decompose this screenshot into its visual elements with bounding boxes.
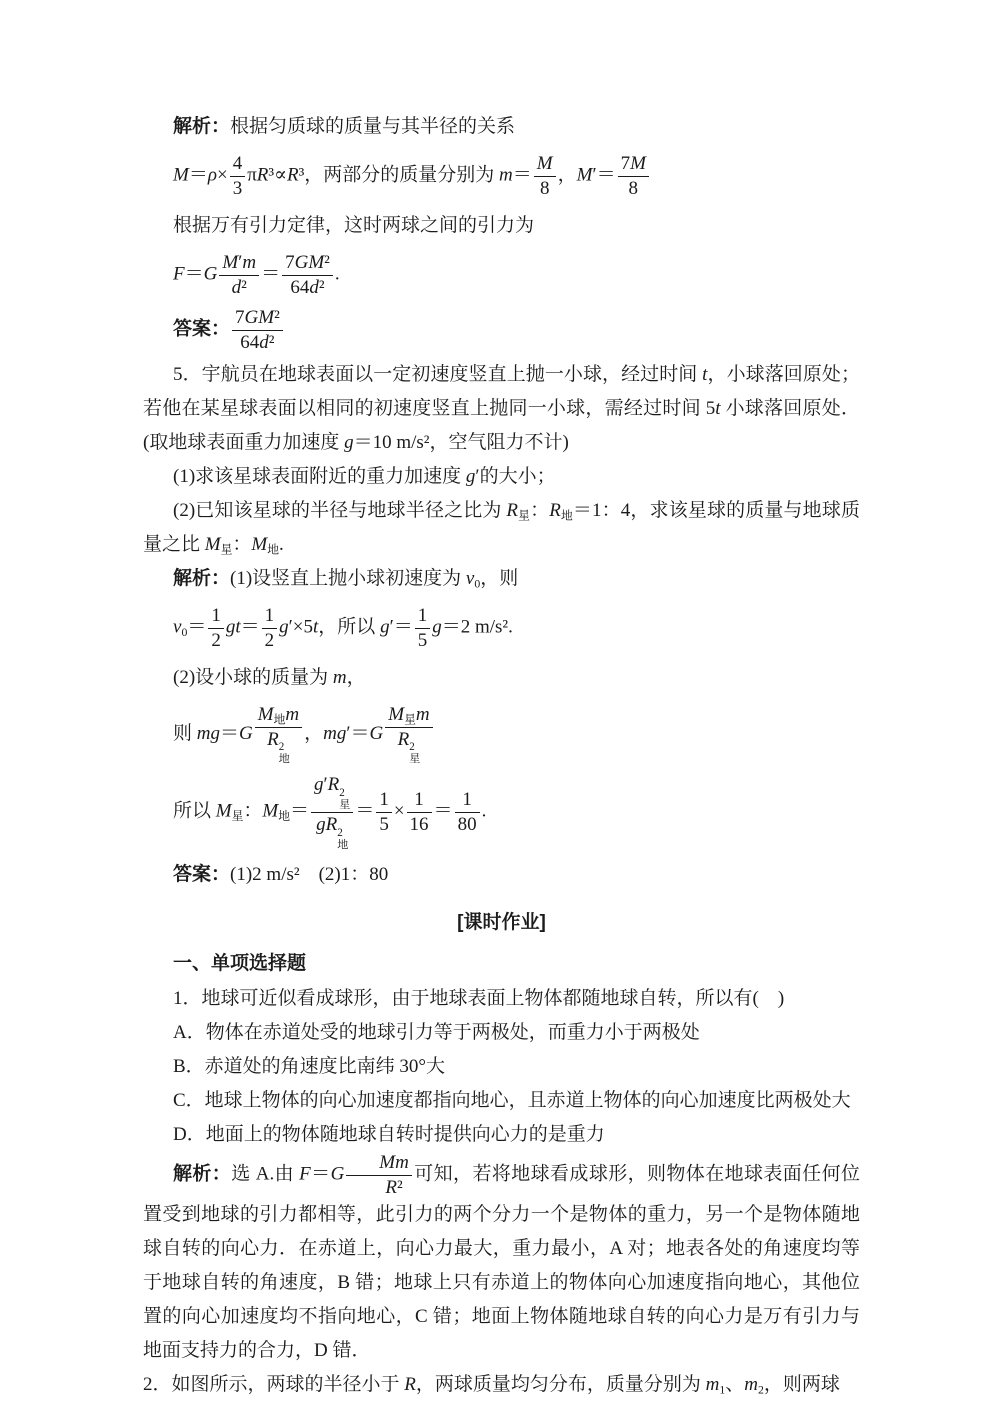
formula-gravitation-force: F＝G $\frac{M'm}{\text{d²}}$ ＝ $\frac{\text{7GM²}}{\text{64d²}}$ . (173, 251, 340, 298)
solution4-law-line: 根据万有引力定律，这时两球之间的引力为 (173, 214, 535, 236)
fraction: g′R 2 星 gR 2 地 (311, 774, 353, 850)
answer-5-line: 答案：(1)2 m/s² (2)1：80 (173, 863, 389, 885)
solution5-intro-line: 解析：(1)设竖直上抛小球初速度为 $v_0$，则 (173, 568, 519, 591)
fraction: $\frac{7M}{8}$ (618, 153, 649, 200)
fraction: $\frac{1}{16}$ (407, 789, 432, 836)
fraction: $\frac{1}{5}$ (376, 789, 392, 836)
question-1-stem: 1．地球可近似看成球形，由于地球表面上物体都随地球自转，所以有( ) (173, 987, 785, 1009)
fraction: $\frac{M}{8}$ (534, 153, 556, 200)
question-1-option-d: D．地面上的物体随地球自转时提供向心力的是重力 (173, 1123, 605, 1145)
fraction: $M_星m$ R 2 星 (385, 704, 432, 766)
formula-initial-velocity: $v_0=$ $\frac{1}{2}$ gt＝ $\frac{1}{2}$ g′×5t，所以 g′＝ $\frac{1}{5}$ g＝2 m/s². (173, 605, 513, 651)
formula-surface-gravity: 则 mg＝G $M_地m$ R 2 地 ，mg′＝G $M_星m$ R 2 星 (143, 704, 860, 766)
fraction: $\frac{M'm}{\text{d²}}$ (219, 252, 259, 299)
fraction: $\frac{Mm}{\text{R²}}$ (346, 1152, 412, 1199)
question-1-option-a: A．物体在赤道处受的地球引力等于两极处，而重力小于两极处 (173, 1021, 700, 1043)
homework-section-header: [课时作业] (457, 911, 546, 933)
question-2-stem: 2．如图所示，两球的半径小于 R，两球质量均匀分布，质量分别为 $m_1$、$m_2$，则两球 (143, 1374, 840, 1397)
fraction: $\frac{1}{2}$ (262, 605, 278, 652)
solution-1-analysis: 解析：选 A.由 F＝G $\frac{Mm}{\text{R²}}$ 可知，若将地球看成球形，则物体在地球表面任何位置受到地球的引力都相等，此引力的两个分力一个是物体的重力，另一个是物体随地球自转的向心力．在赤道上，向心力最大，重力最小，A 对；地表各处的角速度均等于地球自转的角速度，B 错；地球上只有赤道上的物体向心加速度指向地心，其他位置的向心加速度均不指向地心，C 错；地面上物体随地球自转的向心力是万有引力与地面支持力的合力，D 错． (143, 1151, 860, 1362)
formula-mass-proportion: M＝ρ× $\frac{4}{3}$ πR³∝R³，两部分的质量分别为 m＝ $\frac{M}{8}$ ，M′＝ $\frac{7M}{8}$ (143, 153, 860, 200)
fraction: $\frac{1}{5}$ (415, 605, 431, 652)
fraction: $\frac{4}{3}$ (230, 153, 246, 200)
sup-sub-stack: 2 地 (278, 741, 290, 766)
formula-mass-ratio-result: 所以 $M_星$：$M_地=$ g′R 2 星 gR 2 地 ＝ $\frac{1}{5}$ × $\frac{1}{16}$ ＝ $\frac{1}{80}$ . (173, 774, 487, 851)
fraction: $\frac{1}{80}$ (455, 789, 480, 836)
question-1-option-b: B．赤道处的角速度比南纬 30°大 (173, 1055, 446, 1077)
solution4-intro-line: 解析：根据匀质球的质量与其半径的关系 (173, 116, 516, 137)
question-1-option-c: C．地球上物体的向心加速度都指向地心，且赤道上物体的向心加速度比两极处大 (173, 1089, 851, 1111)
sup-sub-stack: 2 地 (337, 826, 349, 851)
question-5-stem: 5．宇航员在地球表面以一定初速度竖直上抛一小球，经过时间 t，小球落回原处；若他在某星球表面以相同的初速度竖直上抛同一小球，需经过时间 5t 小球落回原处．(取地球表面重力加速度 g＝10 m/s²，空气阻力不计) (143, 364, 860, 454)
question-5-part1: (1)求该星球表面附近的重力加速度 g′的大小； (173, 466, 556, 488)
fraction: $M_地m$ R 2 地 (255, 704, 302, 766)
fraction: $\frac{\text{7GM²}}{\text{64d²}}$ (232, 307, 283, 354)
question-5-part2: (2)已知该星球的半径与地球半径之比为 $R_星$：$R_地=1$：4，求该星球的质量与地球质量之比 $M_星$：$M_地$. (143, 500, 860, 557)
sup-sub-stack: 2 星 (409, 741, 421, 766)
solution5-part2-line: (2)设小球的质量为 m， (173, 666, 366, 688)
answer-4-line: 答案： $\frac{\text{7GM²}}{\text{64d²}}$ (143, 307, 860, 354)
fraction: $\frac{\text{7GM²}}{\text{64d²}}$ (282, 252, 333, 299)
section-title-single-choice: 一、单项选择题 (173, 952, 307, 974)
sup-sub-stack: 2 星 (339, 786, 351, 811)
fraction: $\frac{1}{2}$ (208, 605, 224, 652)
